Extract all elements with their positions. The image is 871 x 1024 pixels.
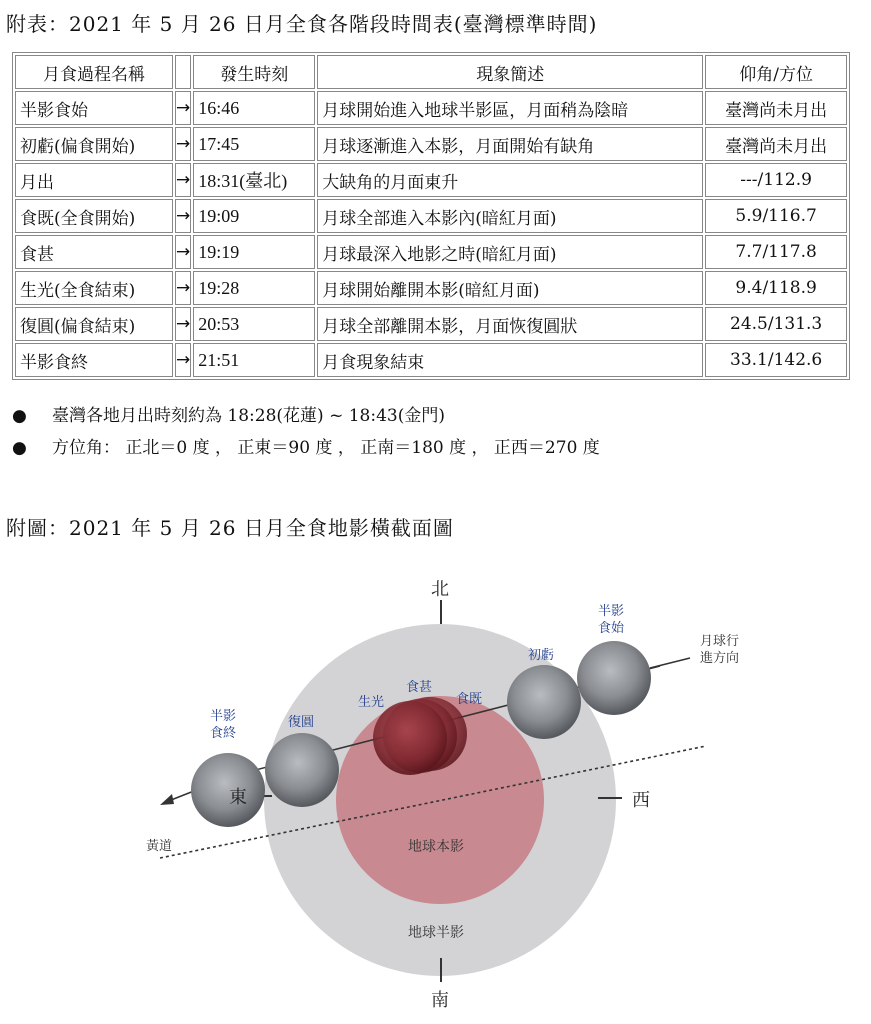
time-cell: 18:31(臺北) — [193, 163, 315, 197]
south-label: 南 — [431, 990, 449, 1011]
direction-label-1: 月球行 — [700, 634, 740, 649]
notes-list — [12, 400, 600, 464]
time-cell: 20:53 — [193, 307, 315, 341]
west-label: 西 — [632, 790, 650, 811]
phase-name-cell: 初虧(偏食開始) — [15, 127, 173, 161]
label-pen-start-1: 半影 — [598, 604, 625, 619]
table-row — [15, 235, 847, 269]
moon-totality-start — [373, 701, 447, 775]
description-cell: 月球逐漸進入本影，月面開始有缺角 — [317, 127, 703, 161]
description-cell: 月球全部離開本影，月面恢復圓狀 — [317, 307, 703, 341]
time-cell: 19:09 — [193, 199, 315, 233]
table-row — [15, 307, 847, 341]
altitude-azimuth-cell: ---/112.9 — [705, 163, 847, 197]
description-cell: 月球開始進入地球半影區，月面稍為陰暗 — [317, 91, 703, 125]
direction-pointer — [650, 658, 690, 668]
table-row — [15, 163, 847, 197]
altitude-azimuth-cell: 33.1/142.6 — [705, 343, 847, 377]
moon-partial-start — [507, 665, 581, 739]
label-pen-start-2: 食始 — [598, 621, 625, 636]
arrow-cell: → — [175, 199, 191, 233]
note-text: 臺灣各地月出時刻約為 18:28(花蓮) ~ 18:43(金門) — [52, 406, 445, 426]
direction-label-2: 進方向 — [700, 651, 740, 666]
penumbra-label: 地球半影 — [408, 925, 464, 941]
description-cell: 月食現象結束 — [317, 343, 703, 377]
note-item — [12, 400, 600, 432]
table-row — [15, 271, 847, 305]
description-cell: 月球最深入地影之時(暗紅月面) — [317, 235, 703, 269]
arrow-cell: → — [175, 127, 191, 161]
east-label: 東 — [229, 787, 247, 808]
header-arrow — [175, 55, 191, 89]
note-item — [12, 432, 600, 464]
table-row — [15, 91, 847, 125]
table-header-row — [15, 55, 847, 89]
ecliptic-label: 黃道 — [146, 839, 173, 854]
moon-path-arrowhead — [160, 794, 174, 805]
phase-name-cell: 半影食終 — [15, 343, 173, 377]
phase-name-cell: 復圓(偏食結束) — [15, 307, 173, 341]
time-cell: 19:28 — [193, 271, 315, 305]
arrow-cell: → — [175, 163, 191, 197]
figure-title: 附圖：2021 年 5 月 26 日月全食地影橫截面圖 — [6, 516, 454, 540]
moon-partial-end — [265, 733, 339, 807]
label-pen-end-1: 半影 — [210, 709, 237, 724]
description-cell: 月球開始離開本影(暗紅月面) — [317, 271, 703, 305]
bullet: ● — [12, 438, 27, 458]
phase-name-cell: 食甚 — [15, 235, 173, 269]
arrow-cell: → — [175, 91, 191, 125]
label-total-end: 生光 — [358, 695, 385, 710]
table-row — [15, 199, 847, 233]
table-row — [15, 343, 847, 377]
label-pen-end-2: 食終 — [210, 726, 237, 741]
phase-name-cell: 生光(全食結束) — [15, 271, 173, 305]
eclipse-phase-table — [12, 52, 850, 380]
table-title: 附表：2021 年 5 月 26 日月全食各階段時間表(臺灣標準時間) — [6, 12, 598, 36]
altitude-azimuth-cell: 7.7/117.8 — [705, 235, 847, 269]
moon-penumbral-start — [577, 641, 651, 715]
arrow-cell: → — [175, 235, 191, 269]
label-partial-end: 復圓 — [288, 715, 315, 730]
arrow-cell: → — [175, 307, 191, 341]
label-total-start: 食既 — [456, 692, 483, 707]
altitude-azimuth-cell: 9.4/118.9 — [705, 271, 847, 305]
moon-penumbral-end — [191, 753, 265, 827]
time-cell: 21:51 — [193, 343, 315, 377]
altitude-azimuth-cell: 24.5/131.3 — [705, 307, 847, 341]
earth-shadow-diagram — [0, 540, 871, 1024]
time-cell: 17:45 — [193, 127, 315, 161]
altitude-azimuth-cell: 臺灣尚未月出 — [705, 127, 847, 161]
umbra-label: 地球本影 — [408, 839, 464, 855]
arrow-cell: → — [175, 271, 191, 305]
altitude-azimuth-cell: 臺灣尚未月出 — [705, 91, 847, 125]
header-phase-name: 月食過程名稱 — [15, 55, 173, 89]
time-cell: 19:19 — [193, 235, 315, 269]
label-partial-start: 初虧 — [528, 648, 555, 663]
altitude-azimuth-cell: 5.9/116.7 — [705, 199, 847, 233]
time-cell: 16:46 — [193, 91, 315, 125]
label-maximum: 食甚 — [406, 680, 433, 695]
description-cell: 大缺角的月面東升 — [317, 163, 703, 197]
phase-name-cell: 食既(全食開始) — [15, 199, 173, 233]
north-label: 北 — [431, 579, 449, 600]
description-cell: 月球全部進入本影內(暗紅月面) — [317, 199, 703, 233]
phase-name-cell: 半影食始 — [15, 91, 173, 125]
phase-name-cell: 月出 — [15, 163, 173, 197]
bullet: ● — [12, 406, 27, 426]
table-row — [15, 127, 847, 161]
header-altitude-azimuth: 仰角/方位 — [705, 55, 847, 89]
note-text: 方位角： 正北＝0 度 ， 正東＝90 度 ， 正南＝180 度 ， 正西＝270 度 — [52, 438, 600, 458]
header-description: 現象簡述 — [317, 55, 703, 89]
header-time: 發生時刻 — [193, 55, 315, 89]
arrow-cell: → — [175, 343, 191, 377]
